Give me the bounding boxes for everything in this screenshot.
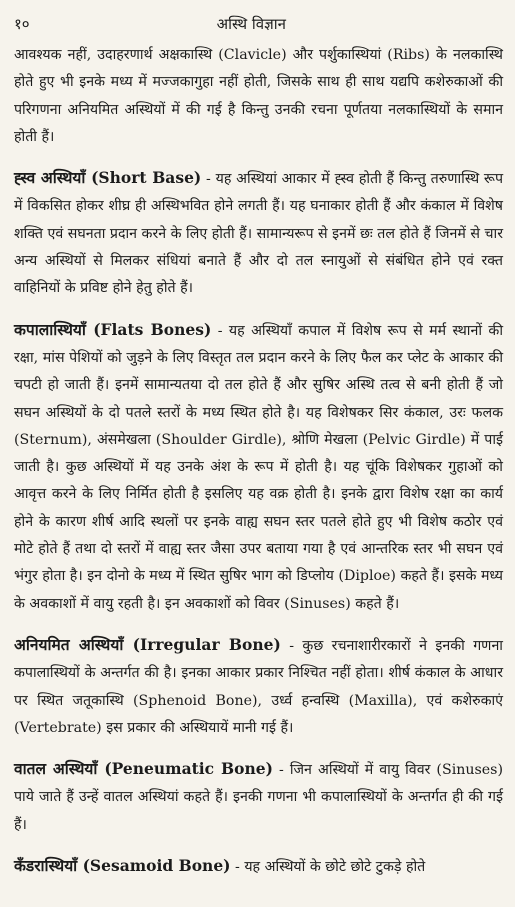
running-header — [14, 14, 503, 38]
section-body: - कुछ रचनाशारीरकारों ने इनकी गणना कपालास्थियों के अन्तर्गत की है। इनका आकार प्रकार निश्चित नहीं होता। शीर्ष कंकाल के आधार पर स्थित जतूकास्थि (Sphenoid Bone), उर्ध्व हन्वस्थि (Maxilla), एवं कशेरुकाएं (Vertebrate) इस प्रकार की अस्थियायें मानी गई हैं। — [14, 637, 503, 736]
section-body: - यह अस्थियों के छोटे छोटे टुकड़े होते — [230, 859, 426, 876]
intro-paragraph: आवश्यक नहीं, उदाहरणार्थ अक्षकास्थि (Clavicle) और पर्शुकास्थियां (Ribs) के नलकास्थि होते हुए भी इनके मध्य में मज्जकागुहा नहीं होती, जिसके साथ ही साथ यद्यपि कशेरुकाओं की परिगणना अनियमित अस्थियों में की गई है किन्तु उनकी रचना पूर्णतया नलकास्थियों के समान होती हैं। — [14, 47, 503, 145]
section-flat-bones — [14, 316, 503, 618]
running-title: अस्थि विज्ञान — [216, 15, 286, 33]
section-heading: कपालास्थियाँ (Flats Bones) — [14, 319, 212, 339]
section-body: - जिन अस्थियों में वायु विवर (Sinuses) पाये जाते हैं उन्हें वातल अस्थियां कहते हैं। इनकी गणना भी कपालास्थियों के अन्तर्गत ही की गई हैं। — [14, 762, 503, 833]
section-short-bone — [14, 164, 503, 302]
section-pneumatic-bone — [14, 755, 503, 839]
section-heading: अनियमित अस्थियाँ (Irregular Bone) — [14, 634, 281, 654]
section-body: - यह अस्थियाँ कपाल में विशेष रूप से मर्म स्थानों की रक्षा, मांस पेशियों को जुड़ने के लिए विस्तृत तल प्रदान करने के लिए फैल कर प्लेट के आकार की चपटी हो जाती हैं। इनमें सामान्यतया दो तल होते हैं और सुषिर अस्थि तत्व से बनी होती हैं जो सघन अस्थियों के दो पतले स्तरों के मध्य स्थित होते है। यह विशेषकर सिर कंकाल, उरः फलक (Sternum), अंसमेखला (Shoulder Girdle), श्रोणि मेखला (Pelvic Girdle) में पाई जाती है। कुछ अस्थियों में यह उनके अंश के रूप में होती है। यह चूंकि विशेषकर गुहाओं को आवृत्त करने के लिए निर्मित होती है इसलिए यह वक्र होती है। इनके द्वारा विशेष रक्षा का कार्य होने के कारण शीर्ष आदि स्थलों पर इनके वाह्य सघन स्तर पतले होते हुए भी विशेष कठोर एवं मोटे होते हैं तथा दो स्तरों में वाह्य स्तर जैसा उपर बताया गया है एवं आन्तरिक स्तर भी सघन एवं भंगुर होता है। इन दोनो के मध्य में स्थित सुषिर भाग को डिप्लोय (Diploe) कहते हैं। इसके मध्य के अवकाशों में वायु रहती है। इन अवकाशों को विवर (Sinuses) कहते हैं। — [14, 322, 503, 612]
section-heading: ह्स्व अस्थियाँ (Short Base) — [14, 168, 202, 188]
section-irregular-bone — [14, 631, 503, 742]
section-heading: वातल अस्थियाँ (Peneumatic Bone) — [14, 759, 273, 779]
page-number: १० — [14, 15, 30, 33]
section-body: - यह अस्थियां आकार में ह्स्व होती हैं किन्तु तरुणास्थि रूप में विकसित होकर शीघ्र ही अस्थिभवित होने लगती हैं। यह घनाकार होती हैं और कंकाल में विशेष शक्ति एवं सघनता प्रदान करने के लिए होती हैं। सामान्यरूप से इनमें छः तल होते हैं जिनमें से चार अन्य अस्थियों से मिलकर संधियां बनाते हैं और दो तल स्नायुओं से संबंधित होने एवं रक्त वाहिनियों के प्रविष्ट होने हेतु होते हैं। — [14, 171, 504, 297]
section-sesamoid-bone — [14, 852, 503, 881]
section-heading: कँडरास्थियाँ (Sesamoid Bone) — [14, 856, 231, 876]
